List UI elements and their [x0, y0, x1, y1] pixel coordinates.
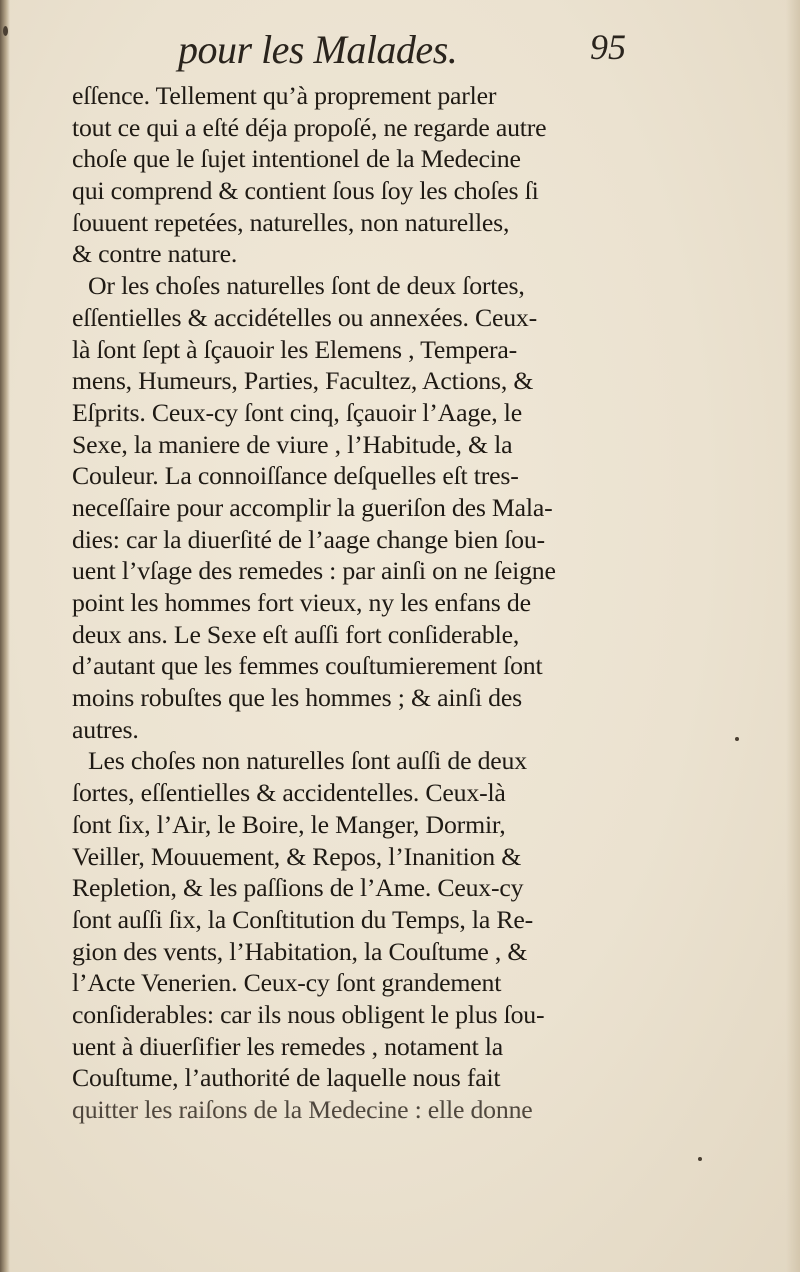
text-line: d’autant que les femmes couſtumierement ſont — [72, 651, 543, 681]
text-line: Couſtume, l’authorité de laquelle nous fait — [72, 1063, 501, 1093]
text-line: mens, Humeurs, Parties, Facultez, Actions, & — [72, 366, 534, 396]
text-line: autres. — [72, 714, 139, 744]
text-line: dies: car la diuerſité de l’aage change bien ſou- — [72, 524, 545, 554]
text-line: tout ce qui a eſté déja propoſé, ne regarde autre — [72, 112, 547, 142]
ink-speck — [735, 737, 739, 741]
ink-speck — [3, 26, 8, 36]
text-line-last: quitter les raiſons de la Medecine : elle donne — [72, 1095, 533, 1124]
text-line: ſont ſix, l’Air, le Boire, le Manger, Dormir, — [72, 809, 506, 839]
text-line: eſſence. Tellement qu’à proprement parler — [72, 81, 497, 110]
text-line: gion des vents, l’Habitation, la Couſtume , & — [72, 936, 528, 966]
paragraph-start-line: Les choſes non naturelles ſont auſſi de deux — [88, 746, 527, 776]
body-text — [72, 80, 632, 1126]
text-line: uent à diuerſifier les remedes , notament la — [72, 1031, 504, 1061]
text-line: ſortes, eſſentielles & accidentelles. Ceux-là — [72, 778, 506, 808]
text-line: & contre nature. — [72, 239, 238, 269]
text-line: choſe que le ſujet intentionel de la Medecine — [72, 144, 521, 174]
text-line: moins robuſtes que les hommes ; & ainſi des — [72, 683, 522, 713]
text-line: conſiderables: car ils nous obligent le plus ſou- — [72, 999, 545, 1029]
running-title: pour les Malades. — [178, 27, 458, 72]
text-line: qui comprend & contient ſous ſoy les choſes ſi — [72, 176, 539, 206]
text-line: Veiller, Mouuement, & Repos, l’Inanition & — [72, 841, 522, 871]
text-line: neceſſaire pour accomplir la gueriſon des Mala- — [72, 492, 553, 522]
text-line: Sexe, la maniere de viure , l’Habitude, & la — [72, 429, 513, 459]
text-line: deux ans. Le Sexe eſt auſſi fort conſiderable, — [72, 619, 520, 649]
text-line: Couleur. La connoiſſance deſquelles eſt tres- — [72, 461, 519, 491]
text-line: l’Acte Venerien. Ceux-cy ſont grandement — [72, 968, 502, 998]
text-line: Repletion, & les paſſions de l’Ame. Ceux-cy — [72, 873, 524, 903]
page-number: 95 — [590, 27, 626, 67]
page-edge-shadow — [786, 0, 800, 1272]
text-line: Eſprits. Ceux-cy ſont cinq, ſçauoir l’Aage, le — [72, 397, 522, 427]
paragraph-start-line: Or les choſes naturelles ſont de deux ſortes, — [88, 271, 525, 301]
page-gutter-shadow — [0, 0, 10, 1272]
text-line: point les hommes fort vieux, ny les enfans de — [72, 588, 531, 617]
text-line: ſont auſſi ſix, la Conſtitution du Temps, la Re- — [72, 904, 534, 934]
page-header — [78, 22, 626, 72]
text-line: ſouuent repetées, naturelles, non naturelles, — [72, 207, 510, 237]
text-line: là ſont ſept à ſçauoir les Elemens , Tempera- — [72, 334, 518, 364]
text-line: eſſentielles & accidételles ou annexées. Ceux- — [72, 302, 537, 332]
ink-speck — [698, 1157, 702, 1161]
text-line: uent l’vſage des remedes : par ainſi on ne ſeigne — [72, 556, 556, 586]
